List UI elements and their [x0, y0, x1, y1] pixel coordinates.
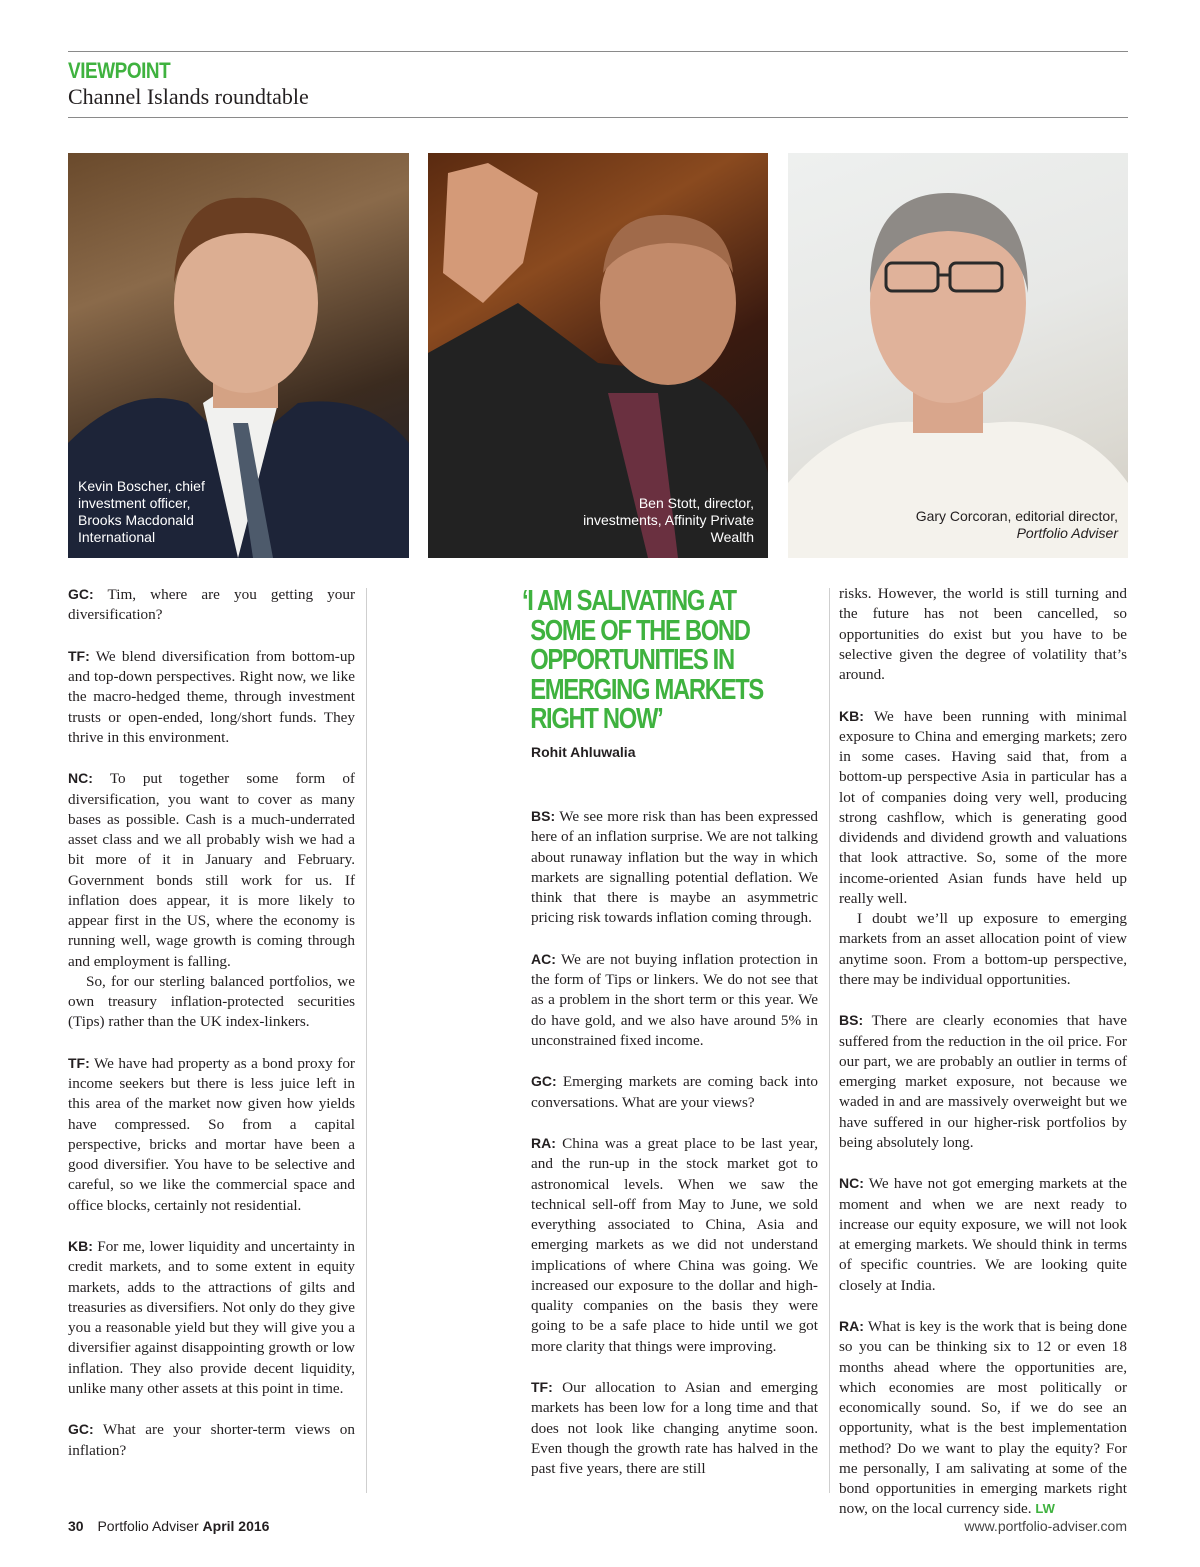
- pull-quote-line: OPPORTUNITIES IN: [530, 644, 734, 676]
- paragraph: [839, 706, 1127, 910]
- paragraph: [531, 1071, 818, 1113]
- column-divider: [366, 588, 367, 1493]
- paragraph: [531, 806, 818, 929]
- pull-quote-line: SOME OF THE BOND: [530, 614, 750, 647]
- speaker-initials: NC:: [68, 770, 93, 787]
- pull-quote-line: RIGHT NOW’: [530, 703, 663, 735]
- paragraph-text: There are clearly economies that have suffered from the reduction in the oil price. For our part, we are probably an outlier in terms of emerging market exposure, not because we waded in and are massively overweight but we have suffered in our higher-risk portfolios by being absolutely long.: [839, 1012, 1127, 1151]
- paragraph-text: China was a great place to be last year, and the run-up in the stock market got to astronomical levels. When we saw the technical sell-off from May to June, we sold everything associated to China, Asia and emerging markets as we did not understand implications of where China was going. We increased our exposure to the dollar and high-quality companies on the basis they were going to be a safe place to hide until we got more clarity that things were improving.: [531, 1135, 818, 1355]
- paragraph: [68, 972, 355, 1033]
- speaker-initials: GC:: [531, 1073, 557, 1090]
- speaker-initials: TF:: [531, 1379, 553, 1395]
- paragraph: [68, 1419, 355, 1461]
- article-column-2: [531, 806, 818, 1500]
- header-bottom-rule: [68, 117, 1128, 118]
- pull-quote-line: ‘I AM SALIVATING AT: [522, 585, 736, 617]
- paragraph: [68, 1053, 355, 1216]
- speaker-initials: GC:: [68, 586, 94, 602]
- paragraph: [531, 1133, 818, 1357]
- paragraph-text: Our allocation to Asian and emerging markets has been low for a long time and that does not look like changing anytime soon. Even though the growth rate has halved in the past five years, there are still: [531, 1379, 818, 1477]
- end-mark: LW: [1035, 1501, 1055, 1517]
- speaker-initials: BS:: [531, 808, 556, 824]
- header-top-rule: [68, 51, 1128, 52]
- column-divider: [829, 588, 830, 1493]
- paragraph-text: We have not got emerging markets at the moment and when we are next ready to increase our equity exposure, we will not look at emerging markets. We should think in terms of specific countries. We are looking quite closely at India.: [839, 1175, 1127, 1294]
- portrait-illustration: [788, 153, 1128, 558]
- paragraph-text: What is key is the work that is being done so you can be thinking six to 12 or even 18 months ahead where the opportunities are, which economies are most politically or economically sound. So, if we do see an opportunity, what is the best implementation method? Do we want to play the equity? For me personally, I am salivating at some of the bond opportunities in emerging markets right now, on the local currency side.: [839, 1318, 1127, 1518]
- paragraph-text: For me, lower liquidity and uncertainty in credit markets, and to some extent in equity markets, adds to the attractions of gilts and treasuries as diversifiers. Not only do they give you a reasonable yield but they will give you a diversifier against disappointing growth or low inflation. They also provide decent liquidity, unlike many other assets at this point in time.: [68, 1238, 356, 1397]
- paragraph: [839, 584, 1127, 685]
- speaker-initials: TF:: [68, 1054, 90, 1071]
- paragraph: [68, 1236, 355, 1399]
- paragraph: [531, 949, 818, 1051]
- photo-caption: Ben Stott, director, investments, Affinity Private Wealth: [583, 495, 754, 545]
- paragraph: [839, 1316, 1127, 1520]
- article-column-3: [839, 584, 1127, 1540]
- paragraph-text: We see more risk than has been expressed here of an inflation surprise. We are not talking about runaway inflation but the way in which markets are signalling potential deflation. We think that there is maybe an asymmetric pricing risk towards inflation coming through.: [531, 808, 819, 927]
- photo-kevin-boscher: [68, 153, 409, 558]
- paragraph: [68, 768, 355, 972]
- speaker-initials: NC:: [839, 1175, 864, 1192]
- paragraph-text: So, for our sterling balanced portfolios, we own treasury inflation-protected securities (Tips) rather than the UK index-linkers.: [68, 972, 355, 1031]
- speaker-initials: KB:: [839, 707, 864, 724]
- issue-date: April 2016: [202, 1518, 270, 1534]
- paragraph-text: risks. However, the world is still turning and the future has not been cancelled, so opportunities do exist but you have to be selective given the degree of volatility that’s around.: [839, 585, 1127, 683]
- paragraph: [839, 909, 1127, 990]
- paragraph-text: What are your shorter-term views on inflation?: [68, 1421, 355, 1459]
- publication-name: Portfolio Adviser: [97, 1518, 199, 1534]
- footer-folio: [68, 1518, 269, 1534]
- caption-publication: Portfolio Adviser: [1016, 525, 1118, 541]
- paragraph-text: We blend diversification from bottom-up and top-down perspectives. Right now, we like the macro-hedged theme, through investment trusts or open-ended, long/short funds. They thrive in this environment.: [68, 647, 356, 746]
- paragraph-text: Emerging markets are coming back into conversations. What are your views?: [531, 1073, 819, 1111]
- photo-caption: Kevin Boscher, chief investment officer, Brooks Macdonald International: [78, 478, 205, 545]
- footer-url: www.portfolio-adviser.com: [964, 1518, 1127, 1534]
- speaker-initials: KB:: [68, 1238, 93, 1254]
- paragraph-text: We have had property as a bond proxy for income seekers but there is less juice left in this area of the market now given how yields have compressed. So from a capital perspective, bricks and mortar have been a good diversifier. You have to be selective and careful, so we like the commercial space and office blocks, certainly not residential.: [68, 1054, 355, 1214]
- photo-gary-corcoran: [788, 153, 1128, 558]
- speaker-initials: AC:: [531, 950, 556, 967]
- photo-ben-stott: [428, 153, 768, 558]
- speaker-initials: RA:: [839, 1318, 864, 1334]
- speaker-initials: RA:: [531, 1135, 556, 1151]
- photo-caption: [878, 508, 1118, 542]
- paragraph-text: Tim, where are you getting your diversification?: [68, 586, 355, 624]
- caption-text: Gary Corcoran, editorial director,: [915, 508, 1118, 524]
- paragraph: [839, 1173, 1127, 1296]
- pull-quote: [522, 587, 768, 735]
- speaker-initials: GC:: [68, 1421, 94, 1438]
- paragraph: [839, 1010, 1127, 1153]
- paragraph-text: We are not buying inflation protection in the form of Tips or linkers. We do not see that as a problem in the short term or this year. We do have gold, and we also have around 5% in unconstrained fixed income.: [531, 950, 818, 1049]
- page-number: 30: [68, 1518, 84, 1534]
- speaker-initials: BS:: [839, 1012, 864, 1029]
- paragraph: [68, 584, 355, 626]
- paragraph: [68, 646, 355, 748]
- pull-quote-line: EMERGING MARKETS: [530, 673, 763, 706]
- article-column-1: [68, 584, 355, 1481]
- pull-quote-attribution: Rohit Ahluwalia: [531, 744, 636, 760]
- paragraph-text: We have been running with minimal exposure to China and emerging markets; zero in some cases. Having said that, from a bottom-up perspective Asia in particular has a lot of companies doing very well, producing strong cashflow, which is generating good dividends and dividend growth and valuations that look attractive. So, some of the more income-oriented Asian funds have held up really well.: [839, 707, 1127, 907]
- section-label: VIEWPOINT: [68, 58, 171, 83]
- paragraph-text: I doubt we’ll up exposure to emerging markets from an asset allocation point of view anytime soon. From a bottom-up perspective, there may be individual opportunities.: [839, 910, 1127, 988]
- speaker-initials: TF:: [68, 647, 90, 664]
- paragraph-text: To put together some form of diversification, you want to cover as many bases as possible. Cash is a much-underrated asset class and we all probably wish we had a bit more of it in January and February. Government bonds still work for us. If inflation does appear, it is more likely to appear first in the US, where the economy is running well, wage growth is coming through and employment is falling.: [68, 770, 355, 970]
- section-title: Channel Islands roundtable: [68, 84, 309, 109]
- paragraph: [531, 1377, 818, 1479]
